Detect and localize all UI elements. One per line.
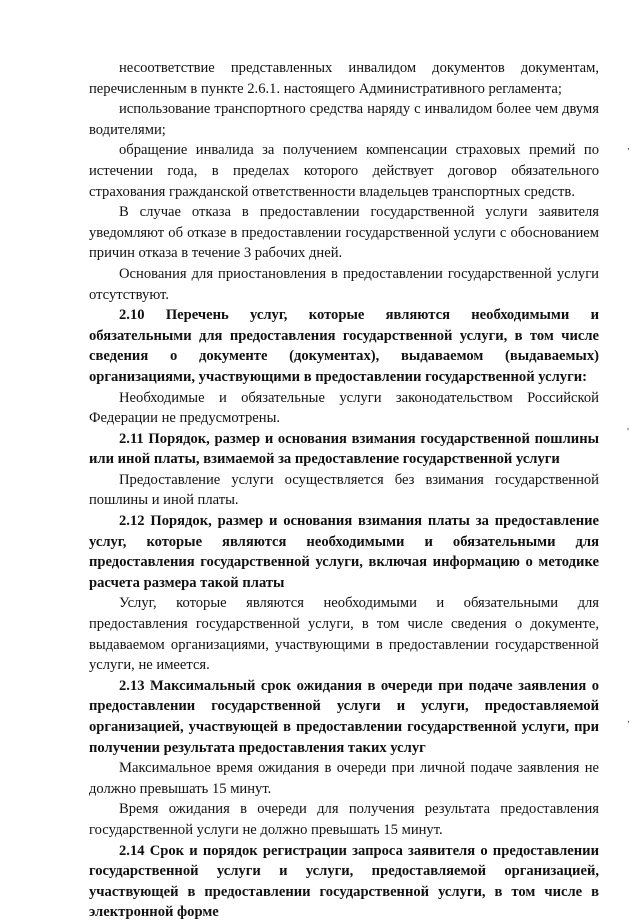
paragraph: Максимальное время ожидания в очереди при личной подаче заявления не должно превышать 15 минут.	[89, 760, 599, 797]
paragraph: несоответствие представленных инвалидом документов документам, перечисленным в пункте 2.6.1. настоящего Административного регламента;	[89, 60, 599, 97]
scan-speck: '	[627, 427, 629, 438]
scan-speck: ,	[627, 714, 630, 725]
paragraph: использование транспортного средства наряду с инвалидом более чем двумя водителями;	[89, 101, 599, 138]
section-heading-2-10: 2.10 Перечень услуг, которые являются необходимыми и обязательными для предоставления государственной услуги, в том числе сведения о документе (документах), выдаваемом (выдаваемых) организациями, участвующими в предоставлении государственной услуги:	[89, 307, 599, 385]
paragraph: Основания для приостановления в предоставлении государственной услуги отсутствуют.	[89, 265, 599, 303]
paragraph: Предоставление услуги осуществляется без взимания государственной пошлины и иной платы.	[89, 471, 599, 509]
section-heading-2-12: 2.12 Порядок, размер и основания взимания платы за предоставление услуг, которые являются необходимыми и обязательными для предоставления государственной услуги, включая информацию о методике расчета размера такой платы	[89, 513, 599, 591]
paragraph: В случае отказа в предоставлении государственной услуги заявителя уведомляют об отказе в предоставлении государственной услуги с обоснованием причин отказа в течение 3 рабочих дней.	[89, 204, 599, 262]
paragraph: обращение инвалида за получением компенсации страховых премий по истечении года, в пределах которого действует договор обязательного страхования гражданской ответственности владельцев транспортных средств.	[89, 142, 599, 200]
section-heading-2-13: 2.13 Максимальный срок ожидания в очереди при подаче заявления о предоставлении государственной услуги и услуги, предоставляемой организацией, участвующей в предоставлении государственной услуги, при получении результата предоставления таких услуг	[89, 677, 599, 756]
document-body	[89, 58, 599, 923]
paragraph: Время ожидания в очереди для получения результата предоставления государственной услуги не должно превышать 15 минут.	[89, 801, 599, 838]
scan-speck: ,	[627, 141, 630, 152]
section-heading-2-11: 2.11 Порядок, размер и основания взимания государственной пошлины или иной платы, взимаемой за предоставление государственной услуги	[89, 430, 599, 468]
section-heading-2-14: 2.14 Срок и порядок регистрации запроса заявителя о предоставлении государственной услуги и услуги, предоставляемой организацией, участвующей в предоставлении государственной услуги, в том числе в электронной форме	[89, 842, 599, 921]
paragraph: Необходимые и обязательные услуги законодательством Российской Федерации не предусмотрены.	[89, 389, 599, 427]
paragraph: Услуг, которые являются необходимыми и обязательными для предоставления государственной услуги, в том числе сведения о документе, выдаваемом организациями, участвующими в предоставлении государственной услуги, не имеется.	[89, 595, 599, 674]
